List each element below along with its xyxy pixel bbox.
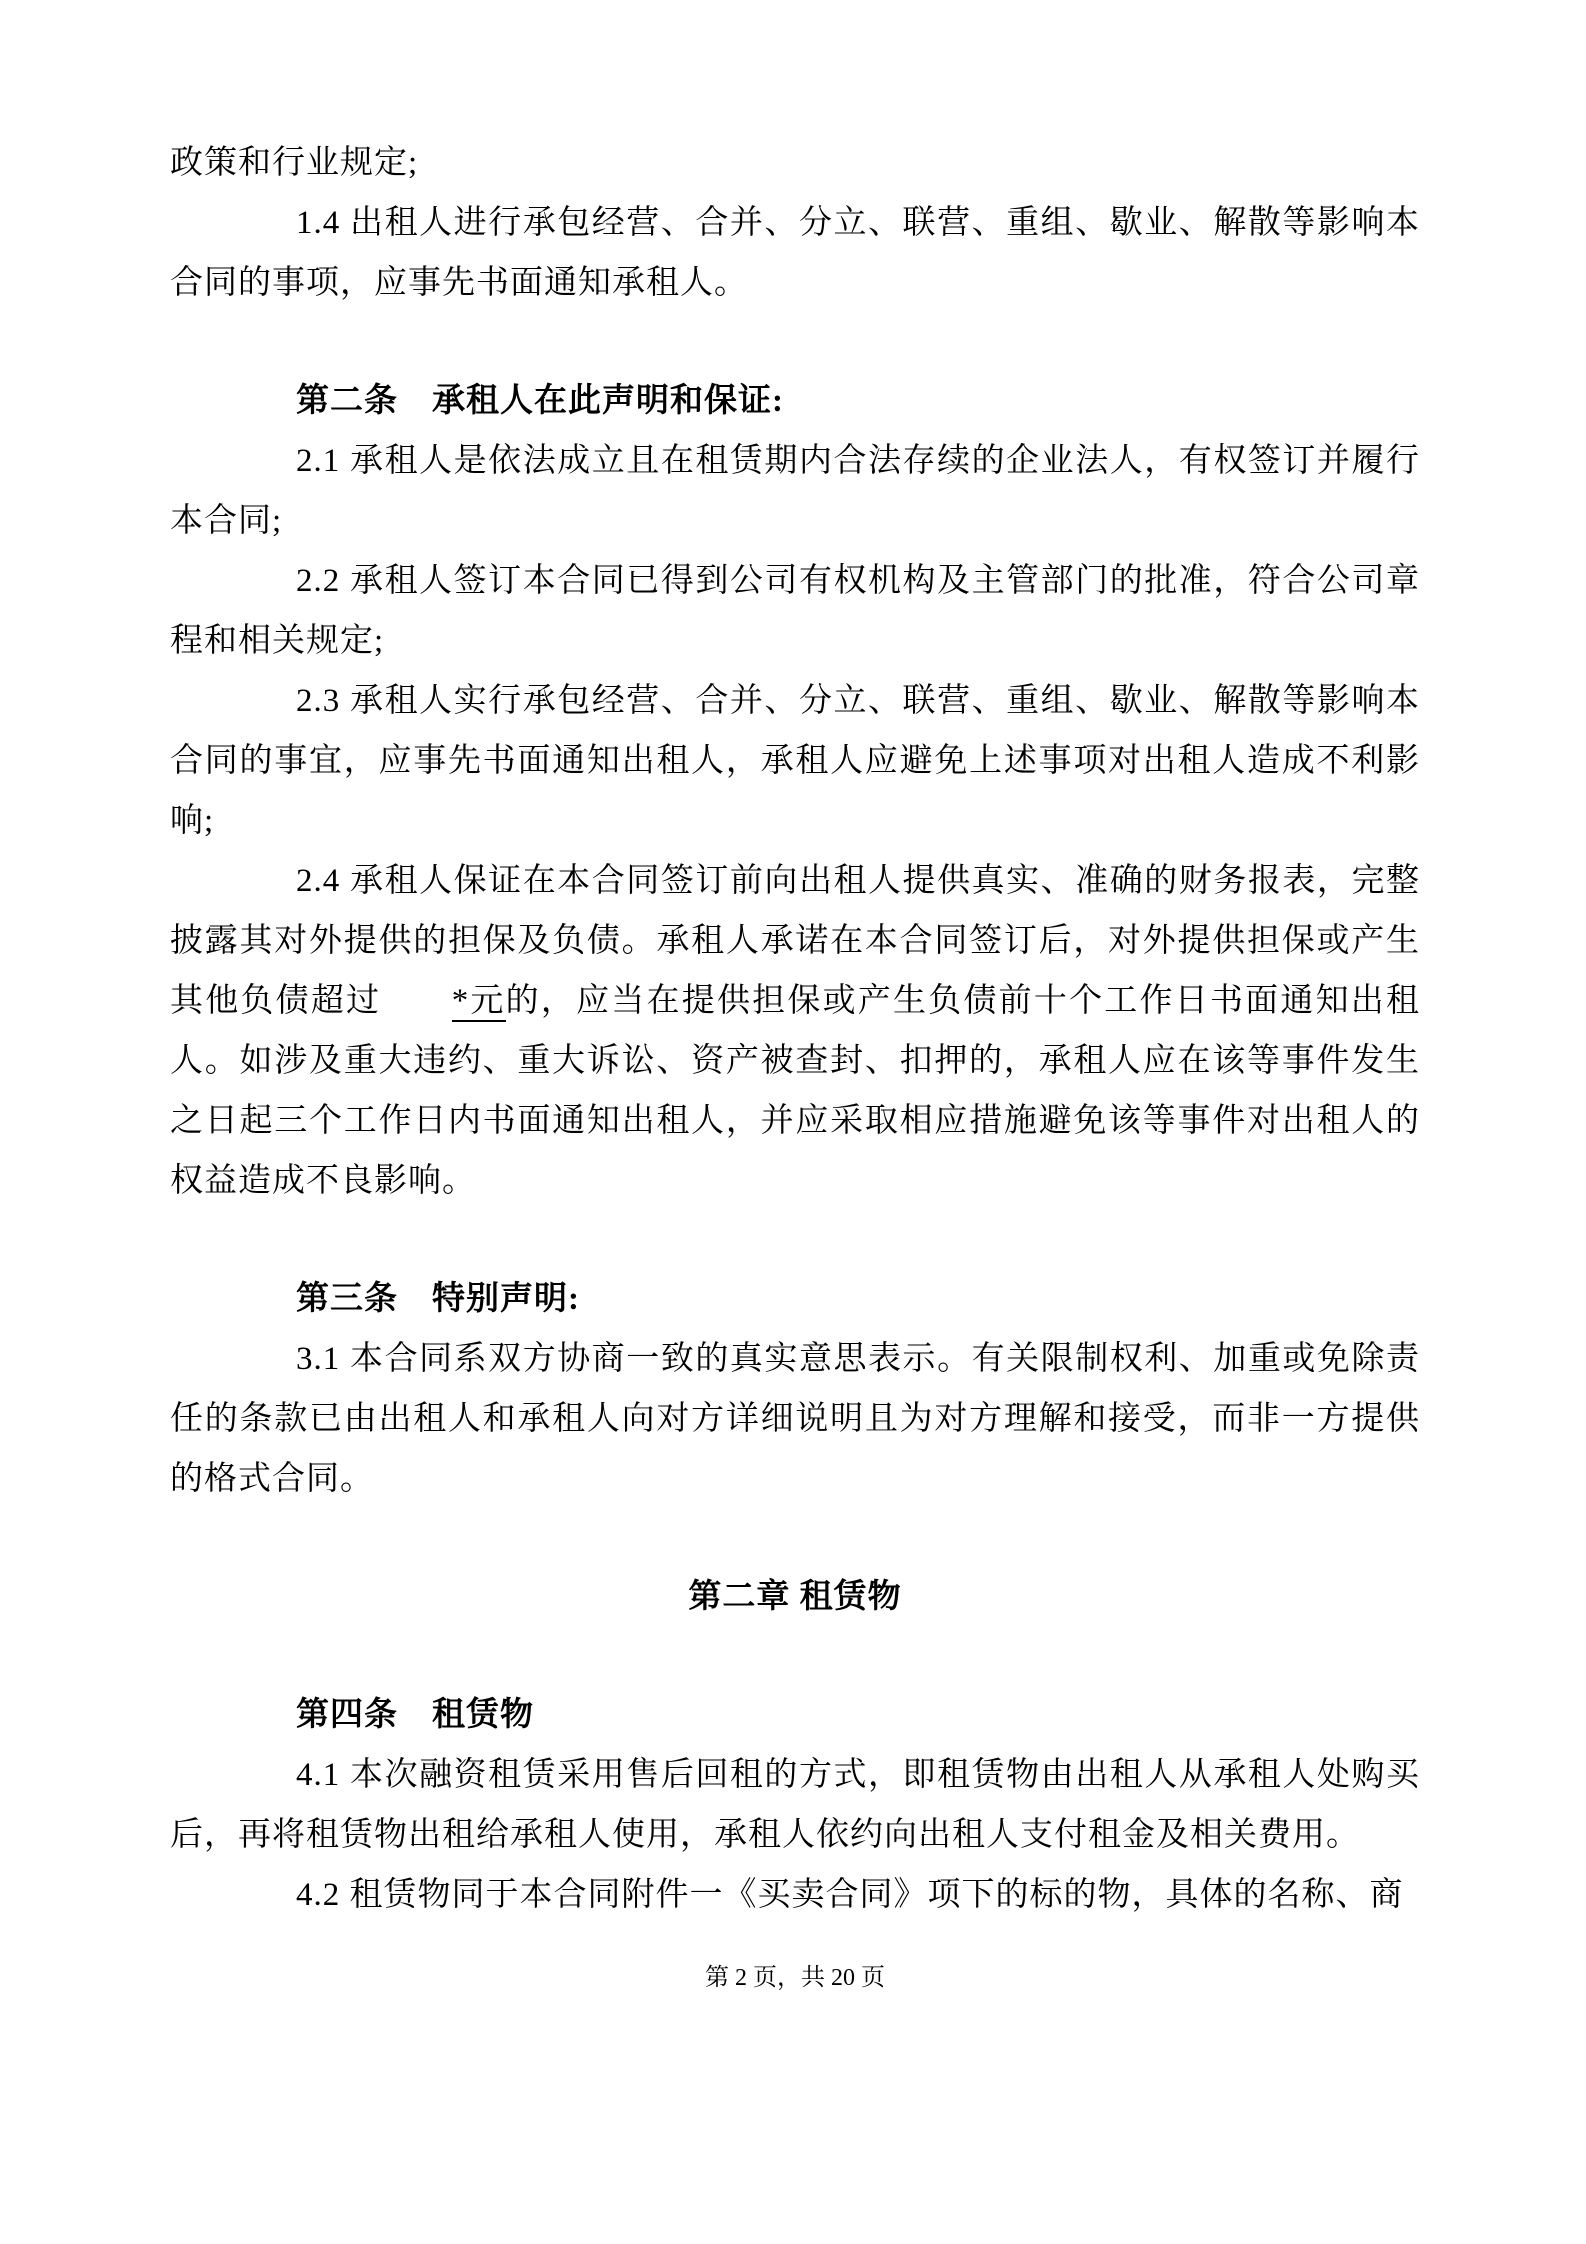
article-2-heading: 第二条 承租人在此声明和保证:	[296, 383, 784, 419]
clause-2-4-text-after: 的，应当在提供担保或产生负债前十个工作日书面通知出租人。如涉及重大违约、重大诉讼、资产被查封、扣押的，承租人应在该等事件发生之日起三个工作日内书面通知出租人，并应采取相应措施避免该等事件对出租人的权益造成不良影响。	[170, 983, 1421, 1199]
chapter-2-heading: 第二章 租赁物	[688, 1579, 902, 1615]
clause-2-4-text-before: 2.4 承租人保证在本合同签订前向出租人提供真实、准确的财务报表，完整披露其对外提供的担保及负债。承租人承诺在本合同签订后，对外提供担保或产生其他负债超过	[170, 863, 1420, 1019]
paragraph-clause-2-4	[170, 851, 1420, 1211]
paragraph-clause-2-2: 2.2 承租人签订本合同已得到公司有权机构及主管部门的批准，符合公司章程和相关规定;	[170, 563, 1420, 659]
paragraph-clause-3-1: 3.1 本合同系双方协商一致的真实意思表示。有关限制权利、加重或免除责任的条款已由出租人和承租人向对方详细说明且为对方理解和接受，而非一方提供的格式合同。	[170, 1341, 1420, 1497]
paragraph-clause-4-2: 4.2 租赁物同于本合同附件一《买卖合同》项下的标的物，具体的名称、商	[296, 1877, 1404, 1913]
article-4-heading: 第四条 租赁物	[296, 1697, 534, 1733]
paragraph-clause-1-4: 1.4 出租人进行承包经营、合并、分立、联营、重组、歇业、解散等影响本合同的事项，应事先书面通知承租人。	[170, 205, 1420, 301]
paragraph-clause-2-3: 2.3 承租人实行承包经营、合并、分立、联营、重组、歇业、解散等影响本合同的事宜，应事先书面通知出租人，承租人应避免上述事项对出租人造成不利影响;	[170, 683, 1420, 839]
article-3-heading: 第三条 特别声明:	[296, 1281, 580, 1317]
paragraph-continuation: 政策和行业规定;	[170, 145, 419, 181]
page-footer: 第 2 页，共 20 页	[705, 1965, 885, 1991]
amount-blank-underlined: *元	[452, 983, 506, 1022]
paragraph-clause-4-1: 4.1 本次融资租赁采用售后回租的方式，即租赁物由出租人从承租人处购买后，再将租赁物出租给承租人使用，承租人依约向出租人支付租金及相关费用。	[170, 1757, 1420, 1853]
paragraph-clause-2-1: 2.1 承租人是依法成立且在租赁期内合法存续的企业法人，有权签订并履行本合同;	[170, 443, 1420, 539]
